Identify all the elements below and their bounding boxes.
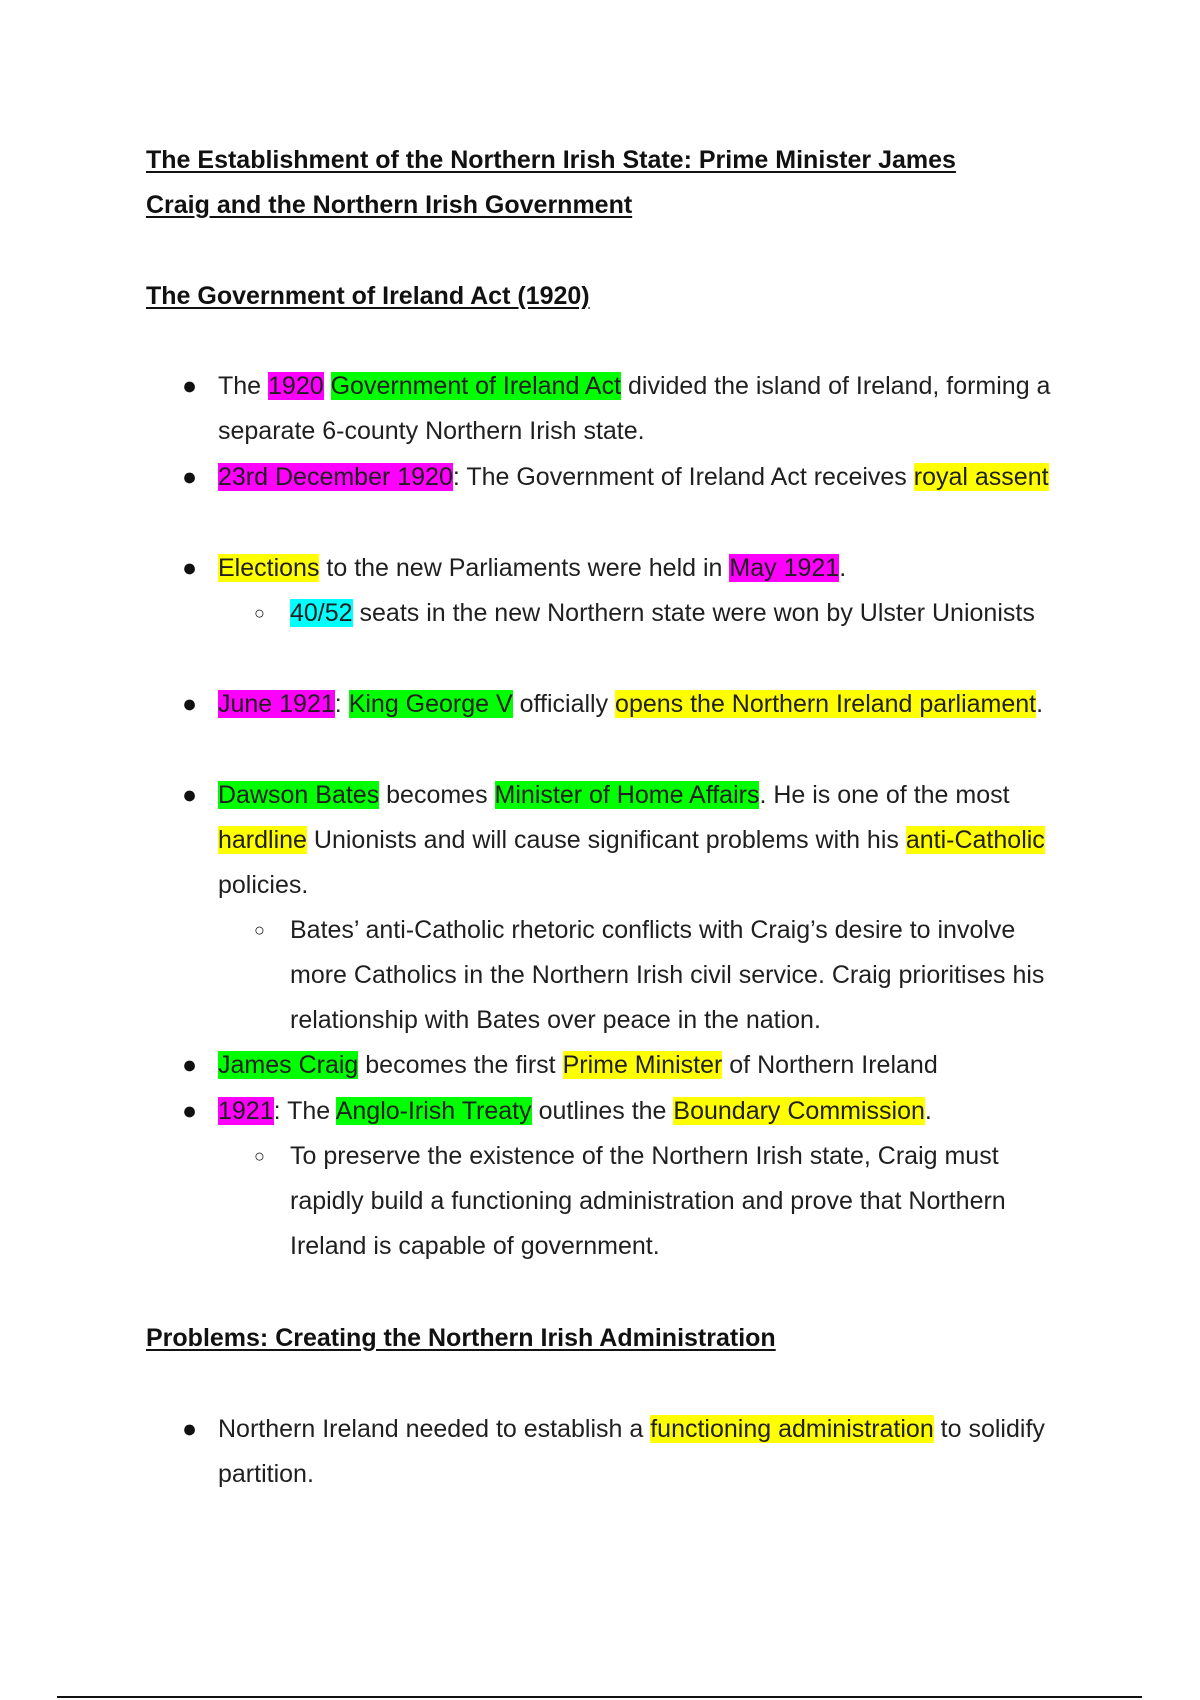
section-heading-problems: Problems: Creating the Northern Irish Administration [146, 1324, 776, 1352]
bullet-dot-icon: ● [182, 1097, 198, 1125]
document-title [146, 138, 1046, 228]
highlight-date: June 1921 [218, 690, 335, 718]
highlight-key-term: Minister of Home Affairs [494, 781, 760, 809]
text: : [334, 690, 349, 718]
text: to solidify partition. [218, 1415, 1045, 1488]
text: to the new Parliaments were held in [319, 554, 730, 582]
list-item [182, 1407, 1063, 1497]
highlight-date: 23rd December 1920 [218, 463, 453, 491]
highlight-date: May 1921 [729, 554, 840, 582]
text: Bates’ anti-Catholic rhetoric conflicts with Craig’s desire to involve more Catholics in the Northern Irish civil service. Craig prioritises his relationship with Bates over peace in the nation. [290, 916, 1045, 1034]
highlight-key-term: James Craig [218, 1051, 359, 1079]
highlight-concept: anti-Catholic [905, 826, 1045, 854]
text: policies. [218, 871, 309, 899]
bullet-dot-icon: ● [182, 1051, 198, 1079]
list-item [254, 908, 1070, 1043]
bullet-dot-icon: ● [182, 463, 198, 491]
footer-divider [57, 1696, 1142, 1698]
highlight-concept: hardline [218, 826, 307, 854]
text: . [1036, 690, 1044, 718]
highlight-concept: opens the Northern Ireland parliament [615, 690, 1037, 718]
bullet-dot-icon: ● [182, 1415, 198, 1443]
text [324, 372, 331, 400]
bullet-dot-icon: ● [182, 372, 198, 400]
text: Northern Ireland needed to establish a [218, 1415, 651, 1443]
title-line-1: The Establishment of the Northern Irish State: Prime Minister James [146, 146, 956, 174]
text: becomes the first [358, 1051, 563, 1079]
highlight-concept: functioning administration [650, 1415, 934, 1443]
list-item [182, 455, 1063, 500]
bullet-circle-icon: ○ [254, 1146, 265, 1166]
text: seats in the new Northern state were won by Ulster Unionists [352, 599, 1035, 627]
text: . He is one of the most [759, 781, 1010, 809]
highlight-concept: royal assent [913, 463, 1049, 491]
highlight-key-term: King George V [348, 690, 513, 718]
highlight-statistic: 40/52 [290, 599, 353, 627]
list-item [182, 364, 1063, 454]
section-heading-government-of-ireland-act: The Government of Ireland Act (1920) [146, 282, 590, 310]
bullet-dot-icon: ● [182, 690, 198, 718]
text: : The Government of Ireland Act receives [452, 463, 914, 491]
text: outlines the [531, 1097, 674, 1125]
highlight-concept: Boundary Commission [673, 1097, 925, 1125]
text: The [218, 372, 269, 400]
highlight-concept: Elections [218, 554, 320, 582]
text: : The [273, 1097, 336, 1125]
highlight-key-term: Government of Ireland Act [330, 372, 622, 400]
text: To preserve the existence of the Northern Irish state, Craig must rapidly build a functioning administration and prove that Northern Ireland is capable of government. [290, 1142, 1006, 1260]
text: divided the island of Ireland, forming a separate 6-county Northern Irish state. [218, 372, 1051, 445]
highlight-concept: Prime Minister [562, 1051, 723, 1079]
highlight-key-term: Dawson Bates [218, 781, 380, 809]
list-item [182, 773, 1063, 908]
list-item [182, 682, 1063, 727]
text: . [839, 554, 847, 582]
highlight-date: 1921 [218, 1097, 274, 1125]
text: Unionists and will cause significant problems with his [306, 826, 906, 854]
title-line-2: Craig and the Northern Irish Government [146, 191, 633, 219]
bullet-dot-icon: ● [182, 554, 198, 582]
bullet-circle-icon: ○ [254, 603, 265, 623]
list-item [182, 546, 1063, 591]
highlight-date: 1920 [268, 372, 324, 400]
text: becomes [379, 781, 495, 809]
list-item [254, 591, 1070, 636]
text: of Northern Ireland [722, 1051, 938, 1079]
list-item [182, 1043, 1063, 1088]
text: officially [512, 690, 616, 718]
list-item [254, 1134, 1070, 1269]
highlight-key-term: Anglo-Irish Treaty [335, 1097, 532, 1125]
list-item [182, 1089, 1063, 1134]
text: . [924, 1097, 932, 1125]
bullet-circle-icon: ○ [254, 920, 265, 940]
bullet-dot-icon: ● [182, 781, 198, 809]
